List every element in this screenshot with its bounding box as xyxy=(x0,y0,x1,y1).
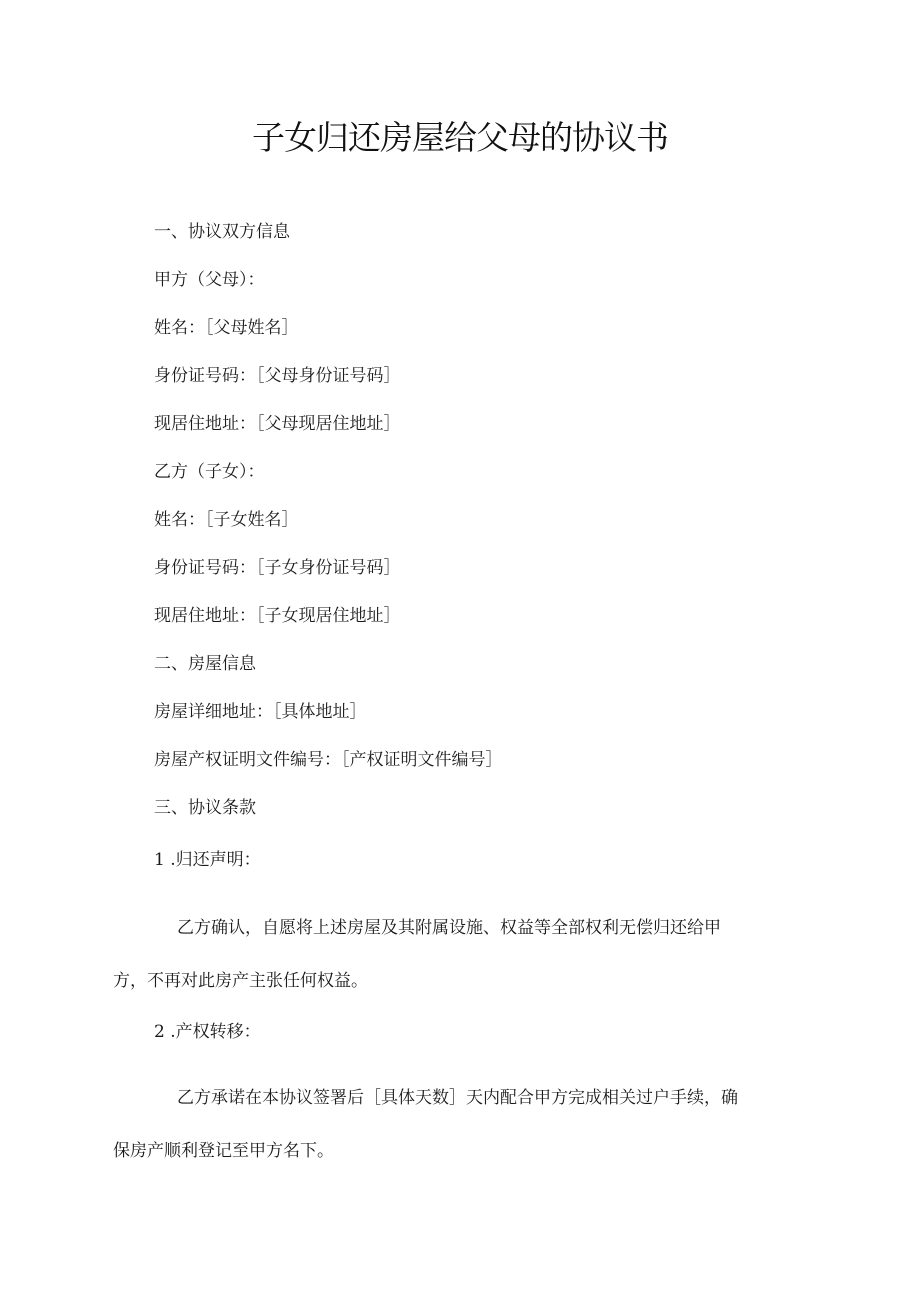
clause-1-line-1: 乙方确认，自愿将上述房屋及其附属设施、权益等全部权利无偿归还给甲 xyxy=(177,918,721,938)
party-b-address: 现居住地址：［子女现居住地址］ xyxy=(154,606,401,626)
party-b-label: 乙方（子女）： xyxy=(154,462,265,482)
house-address: 房屋详细地址：［具体地址］ xyxy=(154,702,367,722)
clause-1-line-2: 方，不再对此房产主张任何权益。 xyxy=(113,971,368,991)
section-heading-parties: 一、协议双方信息 xyxy=(154,222,290,242)
party-a-address: 现居住地址：［父母现居住地址］ xyxy=(154,414,401,434)
party-a-label: 甲方（父母）： xyxy=(154,270,265,290)
clause-1-body xyxy=(113,916,795,993)
section-heading-house: 二、房屋信息 xyxy=(154,654,256,674)
party-b-id-number: 身份证号码：［子女身份证号码］ xyxy=(154,558,401,578)
party-a-id-number: 身份证号码：［父母身份证号码］ xyxy=(154,366,401,386)
party-a-name: 姓名：［父母姓名］ xyxy=(154,318,299,338)
clause-1-heading: 1 .归还声明： xyxy=(154,850,261,870)
document-title: 子女归还房屋给父母的协议书 xyxy=(252,118,668,157)
clause-2-heading: 2 .产权转移： xyxy=(154,1022,261,1042)
clause-2-line-1: 乙方承诺在本协议签署后［具体天数］天内配合甲方完成相关过户手续，确 xyxy=(177,1088,738,1108)
clause-2-line-2: 保房产顺利登记至甲方名下。 xyxy=(113,1141,334,1161)
section-heading-terms: 三、协议条款 xyxy=(154,798,256,818)
house-certificate-number: 房屋产权证明文件编号：［产权证明文件编号］ xyxy=(154,750,503,770)
party-b-name: 姓名：［子女姓名］ xyxy=(154,510,299,530)
clause-2-body xyxy=(113,1086,795,1163)
